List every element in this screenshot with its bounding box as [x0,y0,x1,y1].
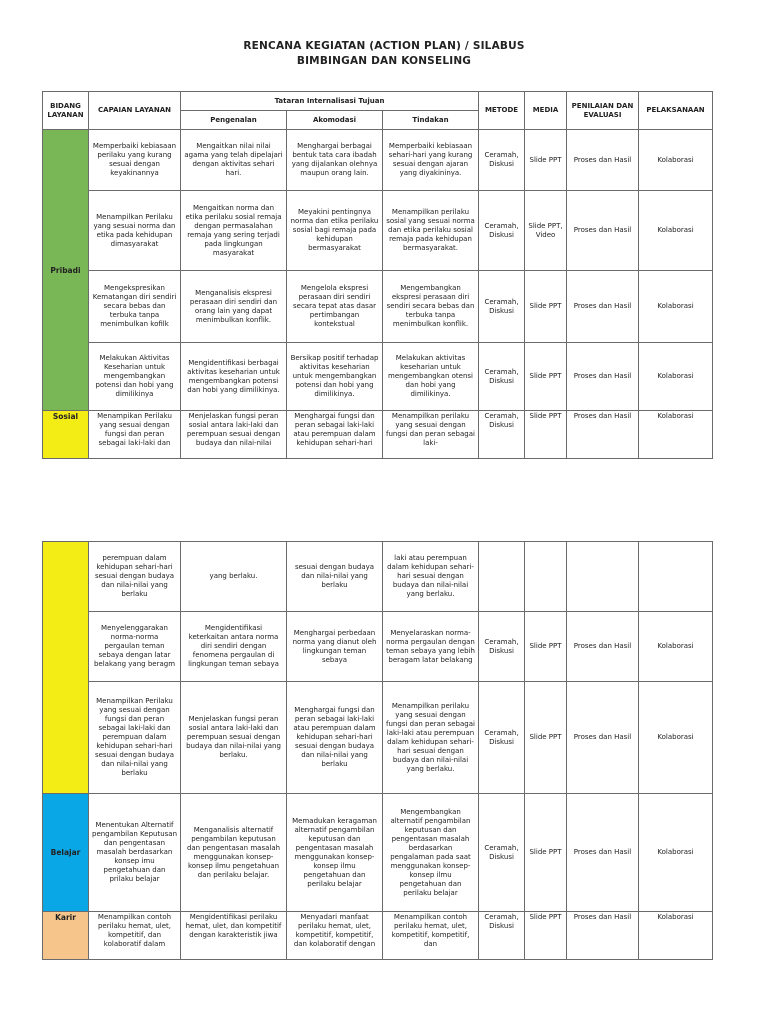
header-tindakan: Tindakan [383,111,479,130]
document-subtitle: BIMBINGAN DAN KONSELING [296,55,472,67]
cell-pengenalan: Mengidentifikasi perilaku hemat, ulet, dan kompetitif dengan karakteristik jiwa [181,912,287,960]
bidang-sosial: Sosial [43,411,89,459]
cell-capaian: Menampilkan Perilaku yang sesuai norma dan etika pada kehidupan dimasyarakat [89,191,181,271]
cell-penilaian: Proses dan Hasil [567,682,639,794]
cell-capaian: Menampilkan contoh perilaku hemat, ulet, kompetitif, dan kolaboratif dalam [89,912,181,960]
cell-pelaksanaan: Kolaborasi [639,612,713,682]
cell-pelaksanaan: Kolaborasi [639,191,713,271]
cell-akomodasi: Memadukan keragaman alternatif pengambilan keputusan dan pengentasan masalah menggunakan konsep-konsep ilmu pengetahuan dan perilaku belajar [287,794,383,912]
cell-metode: Ceramah, Diskusi [479,612,525,682]
cell-pengenalan: Mengaitkan nilai nilai agama yang telah dipelajari dengan aktivitas sehari hari. [181,130,287,191]
cell-metode: Ceramah, Diskusi [479,411,525,459]
cell-pelaksanaan: Kolaborasi [639,130,713,191]
cell-akomodasi: Menyadari manfaat perilaku hemat, ulet, kompetitif, kompetitif, dan kolaboratif dengan [287,912,383,960]
cell-pengenalan: Menjelaskan fungsi peran sosial antara laki-laki dan perempuan sesuai dengan budaya dan nilai-nilai [181,411,287,459]
cell-akomodasi: Menghargai berbagai bentuk tata cara ibadah yang dijalankan olehnya maupun orang lain. [287,130,383,191]
cell-metode: Ceramah, Diskusi [479,130,525,191]
cell-akomodasi: Menghargai fungsi dan peran sebagai laki-laki atau perempuan dalam kehidupan sehari-hari [287,411,383,459]
cell-pengenalan: Mengidentifikasi keterkaitan antara norma diri sendiri dengan fenomena pergaulan di lingkungan teman sebaya [181,612,287,682]
document-title: RENCANA KEGIATAN (ACTION PLAN) / SILABUS [243,40,525,52]
cell-capaian: Memperbaiki kebiasaan perilaku yang kurang sesuai dengan keyakinannya [89,130,181,191]
bidang-sosial-continued [43,542,89,794]
cell-penilaian: Proses dan Hasil [567,411,639,459]
cell-media: Slide PPT [525,271,567,343]
cell-penilaian: Proses dan Hasil [567,612,639,682]
cell-media [525,542,567,612]
cell-pelaksanaan [639,542,713,612]
table-row [43,130,713,191]
cell-capaian: Menampikan Perilaku yang sesuai dengan fungsi dan peran sebagai laki-laki dan [89,411,181,459]
table-row [43,411,713,459]
header-tataran: Tataran Internalisasi Tujuan [181,92,479,111]
bidang-pribadi: Pribadi [43,130,89,411]
cell-metode: Ceramah, Diskusi [479,343,525,411]
cell-capaian: perempuan dalam kehidupan sehari-hari sesuai dengan budaya dan nilai-nilai yang berlaku [89,542,181,612]
cell-akomodasi: Menghargai perbedaan norma yang dianut oleh lingkungan teman sebaya [287,612,383,682]
cell-pelaksanaan: Kolaborasi [639,682,713,794]
header-bidang-layanan: BIDANG LAYANAN [43,92,89,130]
action-plan-table-page-1 [42,91,713,459]
action-plan-table-page-2 [42,541,713,960]
cell-tindakan: Menyelaraskan norma-norma pergaulan dengan teman sebaya yang lebih beragam latar belakang [383,612,479,682]
cell-metode: Ceramah, Diskusi [479,682,525,794]
cell-pelaksanaan: Kolaborasi [639,343,713,411]
cell-capaian: Menampilkan Perilaku yang sesuai dengan fungsi dan peran sebagai laki-laki dan perempuan dalam kehidupan sehari-hari sesuai dengan budaya dan nilai-nilai yang berlaku [89,682,181,794]
header-pengenalan: Pengenalan [181,111,287,130]
header-akomodasi: Akomodasi [287,111,383,130]
cell-capaian: Menyelenggarakan norma-norma pergaulan teman sebaya dengan latar belakang yang beragm [89,612,181,682]
header-metode: METODE [479,92,525,130]
cell-capaian: Melakukan Aktivitas Keseharian untuk mengembangkan potensi dan hobi yang dimilikinya [89,343,181,411]
table-row [43,612,713,682]
table-row [43,343,713,411]
cell-media: Slide PPT, Video [525,191,567,271]
cell-pelaksanaan: Kolaborasi [639,794,713,912]
cell-pengenalan: Menjelaskan fungsi peran sosial antara laki-laki dan perempuan sesuai dengan budaya dan nilai-nilai yang berlaku. [181,682,287,794]
cell-penilaian: Proses dan Hasil [567,343,639,411]
cell-penilaian: Proses dan Hasil [567,794,639,912]
cell-tindakan: Mengembangkan ekspresi perasaan diri sendiri secara bebas dan terbuka tanpa menimbulkan konflik. [383,271,479,343]
cell-media: Slide PPT [525,682,567,794]
cell-media: Slide PPT [525,612,567,682]
header-media: MEDIA [525,92,567,130]
cell-tindakan: Mengembangkan alternatif pengambilan keputusan dan pengentasan masalah berdasarkan pengalaman pada saat menggunakan konsep-konsep ilmu pengetahuan dan perilaku belajar [383,794,479,912]
cell-tindakan: Melakukan aktivitas keseharian untuk mengembangkan otensi dan hobi yang dimilikinya. [383,343,479,411]
cell-metode: Ceramah, Diskusi [479,912,525,960]
cell-penilaian: Proses dan Hasil [567,912,639,960]
cell-metode: Ceramah, Diskusi [479,794,525,912]
cell-tindakan: laki atau perempuan dalam kehidupan sehari-hari sesuai dengan budaya dan nilai-nilai yang berlaku. [383,542,479,612]
cell-akomodasi: sesuai dengan budaya dan nilai-nilai yang berlaku [287,542,383,612]
table-row [43,912,713,960]
cell-penilaian: Proses dan Hasil [567,271,639,343]
bidang-karir: Karir [43,912,89,960]
cell-tindakan: Menampilkan perilaku yang sesuai dengan fungsi dan peran sebagai laki-laki atau perempuan dalam kehidupan sehari-hari sesuai dengan budaya dan nilai-nilai yang berlaku. [383,682,479,794]
cell-metode: Ceramah, Diskusi [479,271,525,343]
cell-akomodasi: Menghargai fungsi dan peran sebagai laki-laki atau perempuan dalam kehidupan sehari-hari sesuai dengan budaya dan nilai-nilai yang berlaku [287,682,383,794]
cell-penilaian [567,542,639,612]
header-capaian-layanan: CAPAIAN LAYANAN [89,92,181,130]
header-penilaian: PENILAIAN DAN EVALUASI [567,92,639,130]
cell-akomodasi: Meyakini pentingnya norma dan etika perilaku sosial bagi remaja pada kehidupan bermasyarakat [287,191,383,271]
cell-pengenalan: yang berlaku. [181,542,287,612]
cell-tindakan: Menampilkan perilaku sosial yang sesuai norma dan etika perilaku sosial remaja pada kehidupan bermasyarakat. [383,191,479,271]
cell-pengenalan: Mengaitkan norma dan etika perilaku sosial remaja dengan permasalahan remaja yang sering terjadi pada lingkungan masyarakat [181,191,287,271]
cell-metode [479,542,525,612]
cell-pelaksanaan: Kolaborasi [639,411,713,459]
cell-penilaian: Proses dan Hasil [567,130,639,191]
cell-capaian: Menentukan Alternatif pengambilan Keputusan dan pengentasan masalah berdasarkan konsep imu pengetahuan dan prilaku belajar [89,794,181,912]
bidang-belajar: Belajar [43,794,89,912]
table-row [43,682,713,794]
table-row [43,794,713,912]
cell-media: Slide PPT [525,912,567,960]
cell-metode: Ceramah, Diskusi [479,191,525,271]
table-row [43,542,713,612]
table-row [43,191,713,271]
cell-tindakan: Memperbaiki kebiasaan sehari-hari yang kurang sesuai dengan ajaran yang diyakininya. [383,130,479,191]
cell-pengenalan: Menganalisis alternatif pengambilan keputusan dan pengentasan masalah menggunakan konsep-konsep ilmu pengetahuan dan perilaku belajar. [181,794,287,912]
cell-media: Slide PPT [525,343,567,411]
cell-akomodasi: Bersikap positif terhadap aktivitas keseharian untuk mengembangkan potensi dan hobi yang dimilikinya. [287,343,383,411]
cell-media: Slide PPT [525,794,567,912]
cell-pelaksanaan: Kolaborasi [639,912,713,960]
cell-pelaksanaan: Kolaborasi [639,271,713,343]
header-pelaksanaan: PELAKSANAAN [639,92,713,130]
cell-media: Slide PPT [525,411,567,459]
cell-tindakan: Menampilkan perilaku yang sesuai dengan fungsi dan peran sebagai laki- [383,411,479,459]
cell-media: Slide PPT [525,130,567,191]
cell-penilaian: Proses dan Hasil [567,191,639,271]
cell-pengenalan: Mengidentifikasi berbagai aktivitas keseharian untuk mengembangkan potensi dan hobi yang dimilikinya. [181,343,287,411]
cell-akomodasi: Mengelola ekspresi perasaan diri sendiri secara tepat atas dasar pertimbangan kontekstual [287,271,383,343]
cell-pengenalan: Menganalisis ekspresi perasaan diri sendiri dan orang lain yang dapat menimbulkan konflik. [181,271,287,343]
table-row [43,271,713,343]
cell-tindakan: Menampilkan contoh perilaku hemat, ulet, kompetitif, kompetitif, dan [383,912,479,960]
cell-capaian: Mengekspresikan Kematangan diri sendiri secara bebas dan terbuka tanpa menimbulkan kofilk [89,271,181,343]
